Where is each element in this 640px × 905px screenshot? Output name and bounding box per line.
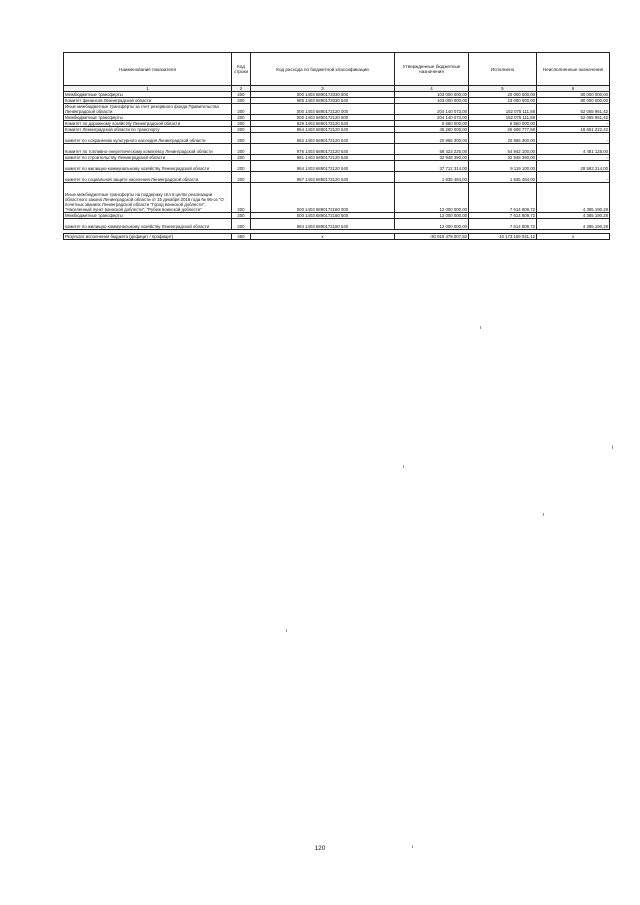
result-row <box>64 234 610 240</box>
result-name: Результат исполнения бюджета (дефицит / профицит) <box>64 234 232 240</box>
header-line-code: Код строки <box>232 53 251 86</box>
header-approved: Утвержденные бюджетные назначения <box>395 53 469 86</box>
row-approved: 32 948 390,00 <box>395 155 469 161</box>
row-approved: 204 140 073,00 <box>395 104 469 115</box>
scan-speck <box>286 629 287 632</box>
table-row <box>64 98 610 104</box>
row-name: Комитет Ленинградской области по транспорту <box>64 127 232 133</box>
header-name: Наименование показателя <box>64 53 232 86</box>
row-name: комитет по жилищно-коммунальному хозяйству Ленинградской области <box>64 161 232 172</box>
result-code: 450 <box>232 234 251 240</box>
table-row <box>64 161 610 172</box>
row-left: 4 385 190,28 <box>537 219 610 230</box>
col-number: 1 <box>64 86 232 92</box>
row-done: 7 614 809,72 <box>469 213 537 219</box>
row-left: 52 065 961,42 <box>537 115 610 121</box>
scan-speck <box>480 326 481 329</box>
row-line-code: 200 <box>232 115 251 121</box>
row-done: 152 075 111,58 <box>469 104 537 115</box>
header-row <box>64 53 610 86</box>
row-line-code: 200 <box>232 213 251 219</box>
table-row <box>64 127 610 133</box>
result-left: x <box>537 234 610 240</box>
row-line-code: 200 <box>232 121 251 127</box>
col-number: 6 <box>537 86 610 92</box>
budget-table <box>63 52 610 240</box>
row-left: 28 593 214,00 <box>537 161 610 172</box>
header-done: Исполнено <box>469 53 537 86</box>
row-kbk: 000 1403 6890172120 500 <box>251 115 395 121</box>
row-line-code: 200 <box>232 183 251 213</box>
row-line-code: 200 <box>232 92 251 98</box>
row-kbk: 000 1403 6890172160 000 <box>251 183 395 213</box>
row-left: - <box>537 172 610 183</box>
row-kbk: 962 1403 6890172120 540 <box>251 133 395 144</box>
row-line-code: 200 <box>232 127 251 133</box>
row-line-code: 200 <box>232 161 251 172</box>
row-left: - <box>537 155 610 161</box>
col-number: 4 <box>395 86 469 92</box>
row-kbk: 976 1403 6890172120 540 <box>251 144 395 155</box>
row-name: комитет по социальной защите населения Ленинградской области <box>64 172 232 183</box>
row-approved: 1 835 484,00 <box>395 172 469 183</box>
header-left: Неисполненные назначения <box>537 53 610 86</box>
header-kbk: Код расхода по бюджетной классификации <box>251 53 395 86</box>
table-row <box>64 104 610 115</box>
col-number: 3 <box>251 86 395 92</box>
row-approved: 204 140 073,00 <box>395 115 469 121</box>
row-line-code: 200 <box>232 172 251 183</box>
table-row <box>64 121 610 127</box>
row-name: Комитет по дорожному хозяйству Ленинградской области <box>64 121 232 127</box>
row-name: Комитет финансов Ленинградской области <box>64 98 232 104</box>
table-row <box>64 172 610 183</box>
row-kbk: 954 1403 6890172120 540 <box>251 127 395 133</box>
row-name: Комитет по топливно-энергетическому комплексу Ленинградской области <box>64 144 232 155</box>
col-number: 2 <box>232 86 251 92</box>
result-kbk: x <box>251 234 395 240</box>
table-row <box>64 183 610 213</box>
row-done: 6 560 000,00 <box>469 121 537 127</box>
row-approved: 45 260 000,00 <box>395 127 469 133</box>
row-kbk: 929 1403 6890172120 540 <box>251 121 395 127</box>
row-done: 7 614 809,72 <box>469 219 537 230</box>
scan-speck <box>612 445 613 449</box>
row-line-code: 200 <box>232 155 251 161</box>
row-kbk: 985 1403 6890172030 540 <box>251 98 395 104</box>
row-line-code: 200 <box>232 104 251 115</box>
row-approved: 59 423 225,00 <box>395 144 469 155</box>
row-left: 52 065 961,42 <box>537 104 610 115</box>
row-left: 4 385 190,28 <box>537 183 610 213</box>
row-left: 80 000 000,00 <box>537 98 610 104</box>
row-line-code: 200 <box>232 219 251 230</box>
row-line-code: 200 <box>232 133 251 144</box>
row-name: Межбюджетные трансферты <box>64 92 232 98</box>
row-name: Иные межбюджетные трансферты за счет резервного фонда Правительства Ленинградской области <box>64 104 232 115</box>
row-name: комитет по жилищно-коммунальному хозяйству Ленинградской области <box>64 219 232 230</box>
row-left: 4 385 190,28 <box>537 213 610 219</box>
row-line-code: 200 <box>232 98 251 104</box>
row-kbk: 000 1403 6890172120 000 <box>251 104 395 115</box>
row-approved: 103 000 000,00 <box>395 92 469 98</box>
row-done: 23 000 000,00 <box>469 98 537 104</box>
row-done: 7 614 809,72 <box>469 183 537 213</box>
row-kbk: 987 1403 6890172120 540 <box>251 172 395 183</box>
row-left: 18 651 222,42 <box>537 127 610 133</box>
row-approved: 103 000 000,00 <box>395 98 469 104</box>
row-done: 32 948 390,00 <box>469 155 537 161</box>
row-kbk: 984 1403 6890172160 540 <box>251 219 395 230</box>
row-kbk: 000 1403 6890172160 500 <box>251 213 395 219</box>
scan-speck <box>403 465 404 468</box>
row-approved: 37 712 314,00 <box>395 161 469 172</box>
row-kbk: 000 1403 6890172030 500 <box>251 92 395 98</box>
table-row <box>64 133 610 144</box>
row-left: - <box>537 133 610 144</box>
result-approved: -30 919 479 007,82 <box>395 234 469 240</box>
row-name: Иные межбюджетные трансферты на поддержку сёл в целях реализации областного закона Ленинградской области от 15 декабря 2016 года № 96-оз "О почетных званиях Ленинградской области "Город воинской доблести", "Населенный пункт воинской доблести", "Рубеж воинской доблести" <box>64 183 232 213</box>
row-done: 20 865 300,00 <box>469 133 537 144</box>
row-name: Межбюджетные трансферты <box>64 115 232 121</box>
row-left: 80 000 000,00 <box>537 92 610 98</box>
table-row <box>64 219 610 230</box>
row-kbk: 981 1403 6890172120 540 <box>251 155 395 161</box>
col-number: 5 <box>469 86 537 92</box>
result-done: -16 173 159 031,12 <box>469 234 537 240</box>
row-done: 152 075 111,58 <box>469 115 537 121</box>
row-approved: 12 000 000,00 <box>395 183 469 213</box>
row-done: 54 942 100,00 <box>469 144 537 155</box>
row-left: 4 481 125,00 <box>537 144 610 155</box>
page-number: 120 <box>314 845 326 852</box>
row-kbk: 984 1403 6890172120 540 <box>251 161 395 172</box>
row-approved: 12 000 000,00 <box>395 219 469 230</box>
table-row <box>64 155 610 161</box>
row-done: 9 119 100,00 <box>469 161 537 172</box>
scan-speck <box>543 513 544 516</box>
row-approved: 12 000 000,00 <box>395 213 469 219</box>
table-row <box>64 144 610 155</box>
row-done: 1 835 484,00 <box>469 172 537 183</box>
row-name: комитет по строительству Ленинградской области <box>64 155 232 161</box>
row-done: 20 000 000,00 <box>469 92 537 98</box>
row-left: - <box>537 121 610 127</box>
row-name: комитет по сохранению культурного наследия Ленинградской области <box>64 133 232 144</box>
row-name: Межбюджетные трансферты <box>64 213 232 219</box>
row-line-code: 200 <box>232 144 251 155</box>
scan-speck <box>412 845 413 848</box>
row-approved: 6 560 000,00 <box>395 121 469 127</box>
row-done: 26 608 777,58 <box>469 127 537 133</box>
table-body <box>64 92 610 230</box>
row-approved: 20 865 300,00 <box>395 133 469 144</box>
